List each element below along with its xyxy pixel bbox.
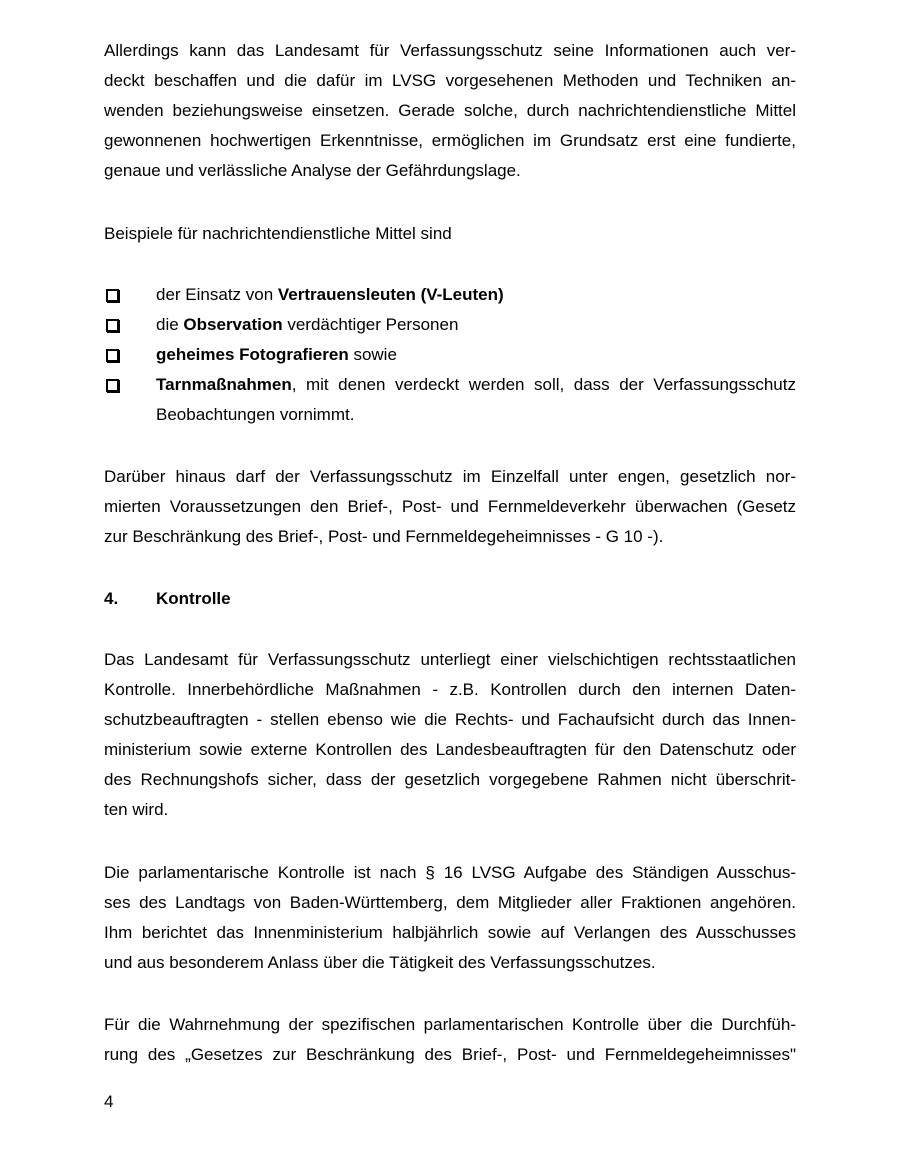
text-line: ten wird. xyxy=(104,800,169,819)
bullet-text-continuation: Beobachtungen vornimmt. xyxy=(156,405,355,424)
text-line: Allerdings kann das Landesamt für Verfassungsschutz seine Informationen auch ver- xyxy=(104,41,796,60)
text-line: ses des Landtags von Baden-Württemberg, dem Mitglieder aller Fraktionen angehören. xyxy=(104,893,796,912)
section-title: Kontrolle xyxy=(156,589,231,608)
text-line: Darüber hinaus darf der Verfassungsschutz im Einzelfall unter engen, gesetzlich nor- xyxy=(104,467,796,486)
paragraph-examples-intro xyxy=(104,219,796,249)
checkbox-bullet-icon xyxy=(106,319,119,332)
page-number: 4 xyxy=(104,1092,114,1111)
bullet-text-bold: Vertrauensleuten (V-Leuten) xyxy=(277,285,504,304)
text-line: wenden beziehungsweise einsetzen. Gerade solche, durch nachrichtendienstliche Mittel xyxy=(104,101,796,120)
checkbox-bullet-icon xyxy=(106,289,119,302)
text-line: mierten Voraussetzungen den Brief-, Post- und Fernmeldeverkehr überwachen (Gesetz xyxy=(104,497,796,516)
text-line: des Rechnungshofs sicher, dass der gesetzlich vorgegebene Rahmen nicht überschrit- xyxy=(104,770,796,789)
section-number: 4. xyxy=(104,589,119,608)
bullet-text-pre: der Einsatz von xyxy=(156,285,278,304)
text-line: zur Beschränkung des Brief-, Post- und Fernmeldegeheimnisses - G 10 -). xyxy=(104,527,664,546)
bullet-text-bold: Tarnmaßnahmen xyxy=(156,375,292,394)
paragraph-control xyxy=(104,645,796,825)
text-line: Die parlamentarische Kontrolle ist nach § 16 LVSG Aufgabe des Ständigen Ausschus- xyxy=(104,863,796,882)
checkbox-bullet-icon xyxy=(106,349,119,362)
section-heading xyxy=(104,584,796,614)
bullet-text-post: , mit denen verdeckt werden soll, dass der Verfassungsschutz xyxy=(291,375,796,394)
bullet-text-post: sowie xyxy=(348,345,397,364)
text-line: ministerium sowie externe Kontrollen des Landesbeauftragten für den Datenschutz oder xyxy=(104,740,796,759)
text-line: genaue und verlässliche Analyse der Gefährdungslage. xyxy=(104,161,521,180)
text-line: Ihm berichtet das Innenministerium halbjährlich sowie auf Verlangen des Ausschusses xyxy=(104,923,796,942)
text-line: rung des „Gesetzes zur Beschränkung des Brief-, Post- und Fernmeldegeheimnisses" xyxy=(104,1045,796,1064)
paragraph-covert-methods xyxy=(104,36,796,186)
text-line: Kontrolle. Innerbehördliche Maßnahmen - z.B. Kontrollen durch den internen Daten- xyxy=(104,680,796,699)
text-line: und aus besonderem Anlass über die Tätigkeit des Verfassungsschutzes. xyxy=(104,953,656,972)
text-line: deckt beschaffen und die dafür im LVSG vorgesehenen Methoden und Techniken an- xyxy=(104,71,796,90)
bullet-text-bold: Observation xyxy=(183,315,283,334)
paragraph-g10-surveillance xyxy=(104,462,796,552)
text-line: gewonnenen hochwertigen Erkenntnisse, ermöglichen im Grundsatz erst eine fundierte, xyxy=(104,131,796,150)
bullet-text-pre: die xyxy=(156,315,184,334)
bullet-text-post: verdächtiger Personen xyxy=(282,315,459,334)
text-line: Das Landesamt für Verfassungsschutz unterliegt einer vielschichtigen rechtsstaatlichen xyxy=(104,650,796,669)
text-line: schutzbeauftragten - stellen ebenso wie die Rechts- und Fachaufsicht durch das Innen- xyxy=(104,710,796,729)
text-line: Für die Wahrnehmung der spezifischen parlamentarischen Kontrolle über die Durchfüh- xyxy=(104,1015,796,1034)
text-line: Beispiele für nachrichtendienstliche Mittel sind xyxy=(104,224,452,243)
checkbox-bullet-icon xyxy=(106,379,119,392)
paragraph-parliamentary-control xyxy=(104,858,796,978)
bullet-text-bold: geheimes Fotografieren xyxy=(156,345,349,364)
paragraph-specific-control xyxy=(104,1010,796,1070)
